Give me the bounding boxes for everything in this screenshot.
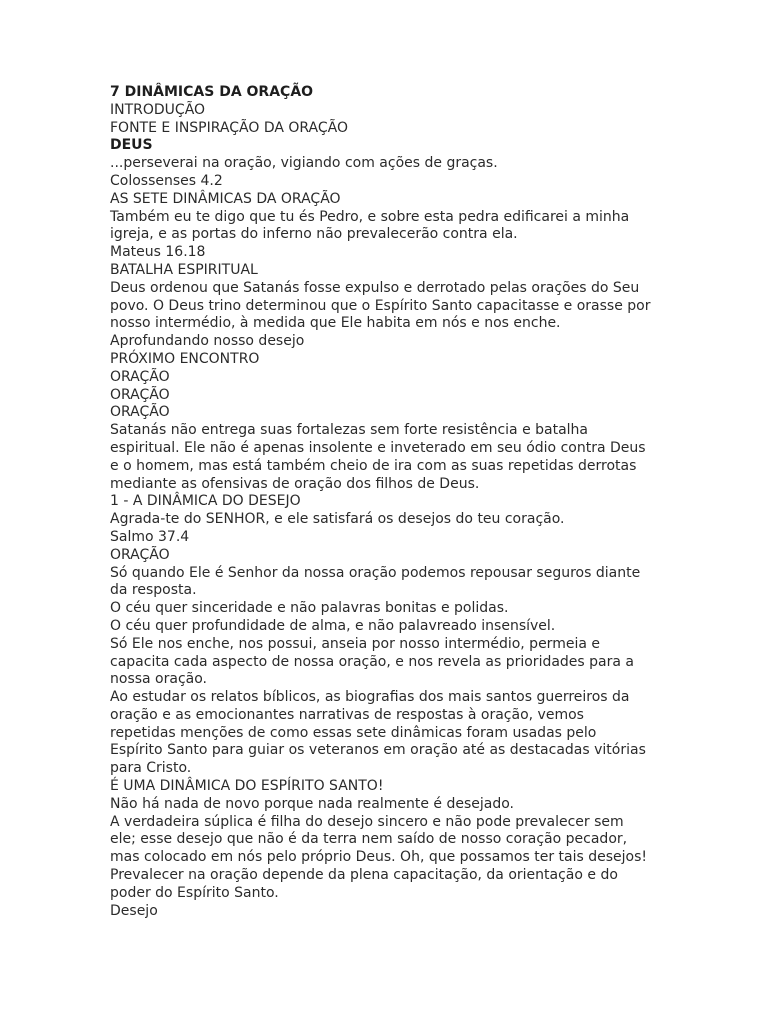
document-text-line: oração e as emocionantes narrativas de respostas à oração, vemos bbox=[110, 706, 584, 723]
document-text-line: Só Ele nos enche, nos possui, anseia por nosso intermédio, permeia e bbox=[110, 635, 600, 652]
document-text-line: igreja, e as portas do inferno não prevalecerão contra ela. bbox=[110, 226, 518, 243]
document-text-line: mas colocado em nós pelo próprio Deus. Oh, que possamos ter tais desejos! bbox=[110, 849, 648, 866]
document-text-line: Colossenses 4.2 bbox=[110, 172, 223, 189]
document-text-line: O céu quer sinceridade e não palavras bonitas e polidas. bbox=[110, 600, 509, 617]
document-text-line: capacita cada aspecto de nossa oração, e nos revela as prioridades para a bbox=[110, 653, 634, 670]
document-text-line: Satanás não entrega suas fortalezas sem forte resistência e batalha bbox=[110, 422, 589, 439]
document-text-line: poder do Espírito Santo. bbox=[110, 884, 279, 901]
document-text-line: É UMA DINÂMICA DO ESPÍRITO SANTO! bbox=[110, 778, 384, 795]
document-text-line: nossa oração. bbox=[110, 671, 208, 688]
document-heading: DEUS bbox=[110, 137, 153, 154]
document-text-line: INTRODUÇÃO bbox=[110, 101, 206, 118]
document-text-line: FONTE E INSPIRAÇÃO DA ORAÇÃO bbox=[110, 119, 349, 136]
document-text-line: ORAÇÃO bbox=[110, 546, 170, 563]
document-text-line: nosso intermédio, à medida que Ele habita em nós e nos enche. bbox=[110, 315, 561, 332]
document-text-line: ele; esse desejo que não é da terra nem saído de nosso coração pecador, bbox=[110, 831, 628, 848]
document-text-line: e o homem, mas está também cheio de ira com as suas repetidas derrotas bbox=[110, 457, 637, 474]
document-text-line: A verdadeira súplica é filha do desejo sincero e não pode prevalecer sem bbox=[110, 813, 624, 830]
document-text-line: Aprofundando nosso desejo bbox=[110, 333, 305, 350]
document-text-line: povo. O Deus trino determinou que o Espírito Santo capacitasse e orasse por bbox=[110, 297, 651, 314]
document-heading: 7 DINÂMICAS DA ORAÇÃO bbox=[110, 84, 314, 100]
document-text-line: Só quando Ele é Senhor da nossa oração podemos repousar seguros diante bbox=[110, 564, 641, 581]
document-text-line: Também eu te digo que tu és Pedro, e sobre esta pedra edificarei a minha bbox=[110, 208, 630, 225]
document-text-line: PRÓXIMO ENCONTRO bbox=[110, 350, 260, 367]
document-text-line: para Cristo. bbox=[110, 760, 192, 777]
document-text-line: Espírito Santo para guiar os veteranos em oração até as destacadas vitórias bbox=[110, 742, 646, 759]
document-text-line: Desejo bbox=[110, 902, 158, 919]
document-text-line: ORAÇÃO bbox=[110, 386, 170, 403]
document-text-line: Deus ordenou que Satanás fosse expulso e derrotado pelas orações do Seu bbox=[110, 279, 640, 296]
document-text-line: O céu quer profundidade de alma, e não palavreado insensível. bbox=[110, 617, 556, 634]
document-text-line: Mateus 16.18 bbox=[110, 244, 206, 261]
document-text-line: Prevalecer na oração depende da plena capacitação, da orientação e do bbox=[110, 867, 618, 884]
document-text-line: repetidas menções de como essas sete dinâmicas foram usadas pelo bbox=[110, 724, 597, 741]
document-text-line: espiritual. Ele não é apenas insolente e inveterado em seu ódio contra Deus bbox=[110, 439, 646, 456]
document-text-line: Ao estudar os relatos bíblicos, as biografias dos mais santos guerreiros da bbox=[110, 689, 630, 706]
document-text-line: Agrada-te do SENHOR, e ele satisfará os desejos do teu coração. bbox=[110, 511, 565, 528]
document-text-line: mediante as ofensivas de oração dos filhos de Deus. bbox=[110, 475, 480, 492]
document-text-line: AS SETE DINÂMICAS DA ORAÇÃO bbox=[110, 190, 341, 207]
document-text-line: da resposta. bbox=[110, 582, 197, 599]
document-text-line: Não há nada de novo porque nada realmente é desejado. bbox=[110, 795, 514, 812]
document-body bbox=[110, 84, 650, 920]
document-text-line: 1 - A DINÂMICA DO DESEJO bbox=[110, 493, 301, 510]
document-text-line: Salmo 37.4 bbox=[110, 528, 190, 545]
document-text-line: ORAÇÃO bbox=[110, 404, 170, 421]
document-text-line: ...perseverai na oração, vigiando com ações de graças. bbox=[110, 155, 498, 172]
document-text-line: BATALHA ESPIRITUAL bbox=[110, 261, 258, 278]
document-text-line: ORAÇÃO bbox=[110, 368, 170, 385]
